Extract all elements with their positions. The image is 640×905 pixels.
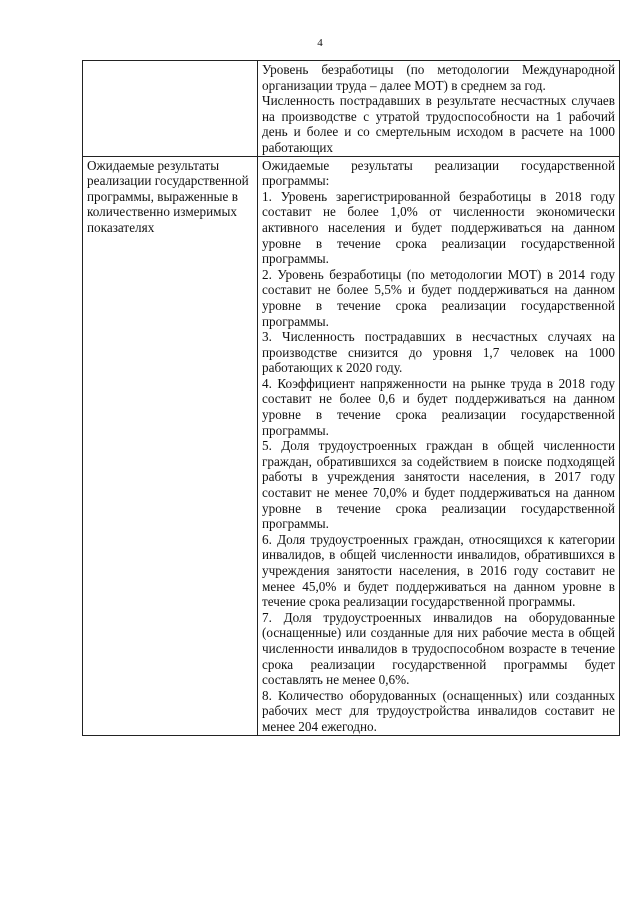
result-item: 3. Численность пострадавших в несчастных случаях на производстве снизится до уровня 1,7 человек на 1000 работающих к 2020 году. <box>262 329 615 376</box>
result-item: 6. Доля трудоустроенных граждан, относящихся к категории инвалидов, в общей численности инвалидов, обратившихся в учреждения занятости населения, в 2016 году составит не менее 45,0% и будет поддерживаться на данном уровне в течение срока реализации государственной программы. <box>262 531 615 610</box>
program-passport-table <box>82 60 620 736</box>
row-heading-text: Ожидаемые результаты реализации государственной программы, выраженные в количественно измеримых показателях <box>87 157 249 235</box>
left-cell-empty <box>83 61 258 157</box>
result-item: 8. Количество оборудованных (оснащенных) или созданных рабочих мест для трудоустройства инвалидов составит не менее 204 ежегодно. <box>262 687 615 734</box>
result-item: 4. Коэффициент напряженности на рынке труда в 2018 году составит не более 0,6 и будет поддерживаться на данном уровне в течение срока реализации государственной программы. <box>262 375 615 438</box>
result-item: 7. Доля трудоустроенных инвалидов на оборудованные (оснащенные) или созданные для них рабочие места в общей численности инвалидов в трудоспособном возрасте в течение срока реализации государственной программы будет составлять не менее 0,6%. <box>262 609 615 688</box>
indicator-text: Численность пострадавших в результате несчастных случаев на производстве с утратой трудоспособности на 1 рабочий день и более и со смертельным исходом в расчете на 1000 работающих <box>262 93 615 155</box>
row-heading-expected-results <box>83 156 258 735</box>
page-number: 4 <box>317 37 323 49</box>
indicator-text: Уровень безработицы (по методологии Международной организации труда – далее МОТ) в среднем за год. <box>262 62 615 93</box>
result-item: 5. Доля трудоустроенных граждан в общей численности граждан, обратившихся за содействием в поиске подходящей работы в учреждения занятости населения, в 2017 году составит не менее 70,0% и будет поддерживаться на данном уровне в течение срока реализации государственной программы. <box>262 438 615 532</box>
result-item: 1. Уровень зарегистрированной безработицы в 2018 году составит не более 1,0% от численности экономически активного населения и будет поддерживаться на данном уровне в течение срока реализации государственной программы. <box>262 188 615 267</box>
table-row <box>83 156 620 735</box>
expected-results-cell <box>258 156 620 735</box>
result-item: 2. Уровень безработицы (по методологии МОТ) в 2014 году составит не более 5,5% и будет поддерживаться на данном уровне в течение срока реализации государственной программы. <box>262 266 615 329</box>
table-row <box>83 61 620 157</box>
results-intro: Ожидаемые результаты реализации государственной программы: <box>262 157 615 189</box>
indicators-cell <box>258 61 620 157</box>
